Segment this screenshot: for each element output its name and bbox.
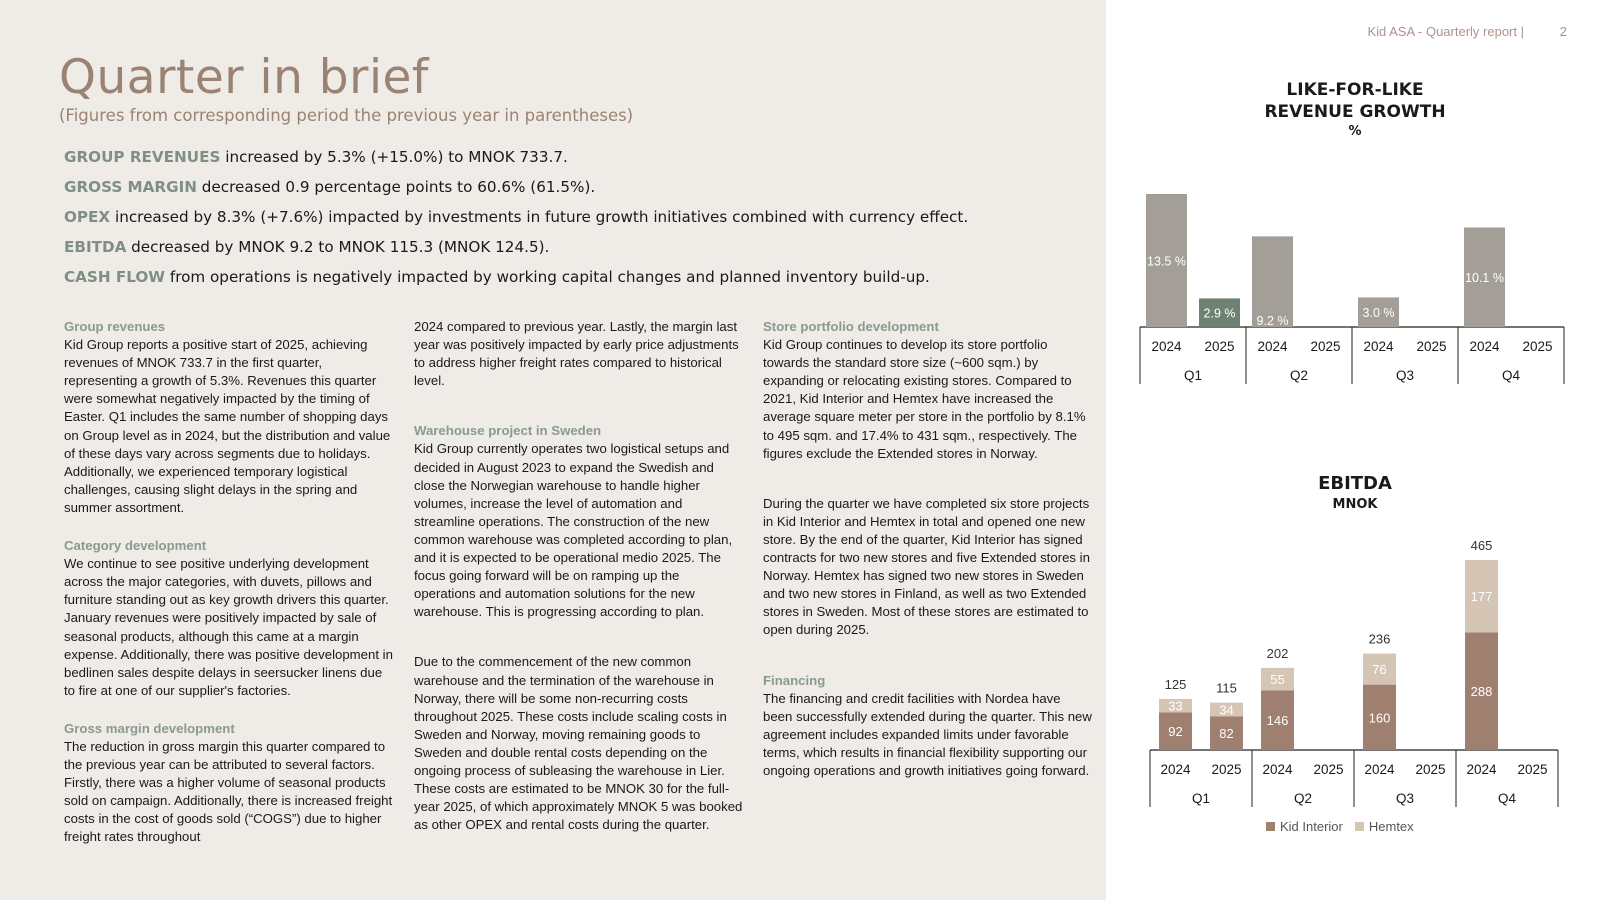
ebitda-quarter-label: Q1 bbox=[1191, 791, 1211, 806]
section-body-group-revenues: Kid Group reports a positive start of 2025, achieving revenues of MNOK 733.7 in the first quarter, representing a growth of 5.3%. Revenues this quarter were somewhat negatively impacted by the timing of Easter. Q1 includes the same number of shopping days on Group level as in 2024, but the distribution and value of these days vary across segments due to holidays. Additionally, we experienced temporary logistical challenges, causing slight delays in the spring and summer assortment. bbox=[64, 337, 391, 515]
ebitda-label-kid-interior: 146 bbox=[1266, 713, 1289, 729]
section-heading-group-revenues: Group revenues bbox=[64, 319, 166, 334]
ebitda-label-total: 115 bbox=[1216, 680, 1237, 696]
highlight-cash-flow: CASH FLOW from operations is negatively impacted by working capital changes and planned inventory build-up. bbox=[64, 268, 930, 286]
section-body-financing: The financing and credit facilities with Nordea have been successfully extended during the quarter. This new agreement includes expanded limits under favorable terms, which results in financial flexibility supporting our ongoing operations and growth initiatives going forward. bbox=[763, 690, 1092, 778]
section-body-gross-margin: The reduction in gross margin this quarter compared to the previous year can be attributed to several factors. Firstly, there was a higher volume of seasonal products sold on campaign. Additionally, there is increased freight costs in the cost of goods sold (“COGS”) due to higher freight rates throughout bbox=[64, 738, 393, 845]
ebitda-year-label: 2025 bbox=[1211, 762, 1242, 777]
ebitda-chart bbox=[1150, 520, 1570, 810]
legend-swatch-kid-interior bbox=[1266, 822, 1275, 831]
lfl-year-label: 2024 bbox=[1257, 339, 1288, 354]
ebitda-label-hemtex: 76 bbox=[1372, 662, 1387, 678]
legend-label-kid-interior: Kid Interior bbox=[1280, 819, 1343, 834]
lfl-data-label: 13.5 % bbox=[1147, 254, 1186, 269]
section-body-store-portfolio: Kid Group continues to develop its store portfolio towards the standard store size (~600 sqm.) by expanding or relocating existing stores. Compared to 2021, Kid Interior and Hemtex have increased the average square meter per store in the portfolio by 8.1% to 495 sqm. and 17.4% to 431 sqm., respectively. The figures exclude the Extended stores in Norway. bbox=[763, 337, 1086, 461]
section-heading-category: Category development bbox=[64, 538, 207, 554]
section-body-warehouse-costs: Due to the commencement of the new common warehouse and the termination of the warehouse in Norway, there will be some non-recurring costs throughout 2025. These costs include scaling costs in Sweden and Norway, moving remaining goods to Sweden and double rental costs depending on the ongoing process of subleasing the warehouse in Lier. These costs are estimated to be MNOK 30 for the full-year 2025, of which approximately MNOK 5 was booked as other OPEX and rental costs during the quarter. bbox=[414, 654, 743, 833]
lfl-year-label: 2024 bbox=[1363, 339, 1394, 354]
ebitda-quarter-label: Q3 bbox=[1395, 791, 1415, 806]
ebitda-label-hemtex: 55 bbox=[1270, 672, 1285, 688]
lfl-title-line-1: LIKE-FOR-LIKE bbox=[1286, 80, 1424, 100]
legend-label-hemtex: Hemtex bbox=[1368, 819, 1414, 834]
lfl-chart bbox=[1140, 192, 1580, 392]
ebitda-quarter-label: Q2 bbox=[1293, 791, 1313, 806]
section-body-category: We continue to see positive underlying development across the major categories, with duvets, pillows and furniture standing out as key growth drivers this quarter. January revenues were positively impacted by sale of seasonal products, although this came at a margin expense. Additionally, there was positive development in bedlinen sales despite delays in seersucker linens due to fire at one of our supplier's factories. bbox=[64, 556, 393, 698]
section-body-store-projects: During the quarter we have completed six store projects in Kid Interior and Hemtex in total and opened one new store. By the end of the quarter, Kid Interior has signed contracts for two new stores and five Extended stores in Norway. Hemtex has signed two new stores in Sweden and two new stores in Finland, as well as two Extended stores in Sweden. Most of these stores are estimated to open during 2025. bbox=[763, 495, 1090, 638]
ebitda-year-label: 2025 bbox=[1517, 762, 1548, 777]
ebitda-label-kid-interior: 92 bbox=[1168, 724, 1183, 740]
section-heading-store-portfolio: Store portfolio development bbox=[763, 319, 939, 334]
lfl-chart-unit: % bbox=[1348, 124, 1362, 139]
ebitda-label-total: 202 bbox=[1266, 645, 1289, 661]
lfl-chart-title bbox=[1200, 79, 1510, 123]
lfl-year-label: 2025 bbox=[1310, 339, 1341, 354]
ebitda-year-label: 2025 bbox=[1313, 762, 1344, 777]
ebitda-year-label: 2024 bbox=[1364, 762, 1395, 777]
lfl-year-label: 2024 bbox=[1151, 339, 1182, 354]
lfl-year-label: 2024 bbox=[1469, 339, 1500, 354]
legend-kid-interior bbox=[1266, 819, 1343, 834]
lfl-data-label: 10.1 % bbox=[1465, 271, 1504, 286]
ebitda-label-hemtex: 177 bbox=[1470, 589, 1493, 605]
ebitda-quarter-label: Q4 bbox=[1497, 791, 1517, 806]
lfl-year-label: 2025 bbox=[1522, 339, 1553, 354]
ebitda-chart-unit: MNOK bbox=[1332, 497, 1378, 512]
ebitda-year-label: 2024 bbox=[1466, 762, 1497, 777]
legend-swatch-hemtex bbox=[1355, 822, 1364, 831]
text-column-3 bbox=[763, 318, 1093, 780]
ebitda-year-label: 2024 bbox=[1262, 762, 1293, 777]
page-number: 2 bbox=[1559, 24, 1567, 39]
ebitda-label-kid-interior: 288 bbox=[1470, 684, 1493, 700]
ebitda-label-total: 125 bbox=[1164, 676, 1187, 692]
ebitda-year-label: 2024 bbox=[1160, 762, 1191, 777]
ebitda-label-hemtex: 34 bbox=[1219, 702, 1234, 718]
ebitda-legend bbox=[1266, 819, 1414, 834]
section-body-gross-margin-continued: 2024 compared to previous year. Lastly, the margin last year was positively impacted by early price adjustments to address higher freight rates compared to historical level. bbox=[414, 319, 739, 389]
section-body-warehouse: Kid Group currently operates two logistical setups and decided in August 2023 to expand the Swedish and close the Norwegian warehouse to handle higher volumes, increase the level of automation and streamline operations. The construction of the new common warehouse was completed according to plan, and it is expected to be operational medio 2025. The focus going forward will be on ramping up the operations and automation solutions for the new warehouse. This is progressing according to plan. bbox=[414, 441, 733, 620]
ebitda-chart-title: EBITDA bbox=[1318, 473, 1392, 494]
lfl-quarter-label: Q1 bbox=[1183, 368, 1203, 383]
text-column-1 bbox=[64, 318, 394, 847]
highlight-revenues: GROUP REVENUES increased by 5.3% (+15.0%) to MNOK 733.7. bbox=[64, 148, 568, 166]
section-heading-financing: Financing bbox=[763, 672, 826, 688]
lfl-title-line-2: REVENUE GROWTH bbox=[1264, 102, 1446, 122]
lfl-quarter-label: Q4 bbox=[1501, 368, 1521, 383]
lfl-year-label: 2025 bbox=[1416, 339, 1447, 354]
report-header: Kid ASA - Quarterly report | bbox=[1367, 24, 1524, 39]
lfl-quarter-label: Q2 bbox=[1289, 368, 1309, 383]
page-title: Quarter in brief bbox=[59, 50, 429, 105]
section-heading-gross-margin: Gross margin development bbox=[64, 720, 235, 736]
highlight-gross-margin: GROSS MARGIN decreased 0.9 percentage points to 60.6% (61.5%). bbox=[64, 178, 596, 196]
ebitda-label-total: 465 bbox=[1470, 538, 1493, 553]
lfl-data-label: 2.9 % bbox=[1203, 306, 1236, 321]
lfl-quarter-label: Q3 bbox=[1395, 368, 1415, 383]
text-column-2 bbox=[414, 318, 744, 834]
ebitda-label-total: 236 bbox=[1368, 631, 1391, 647]
section-heading-warehouse: Warehouse project in Sweden bbox=[414, 423, 602, 439]
ebitda-label-kid-interior: 82 bbox=[1219, 726, 1234, 742]
ebitda-label-hemtex: 33 bbox=[1168, 698, 1183, 714]
lfl-data-label: 9.2 % bbox=[1256, 314, 1289, 328]
highlight-ebitda: EBITDA decreased by MNOK 9.2 to MNOK 115.3 (MNOK 124.5). bbox=[64, 238, 550, 256]
lfl-data-label: 3.0 % bbox=[1362, 306, 1395, 321]
ebitda-year-label: 2025 bbox=[1415, 762, 1446, 777]
highlights-list bbox=[64, 145, 1084, 295]
ebitda-label-kid-interior: 160 bbox=[1368, 710, 1391, 726]
page-subtitle: (Figures from corresponding period the previous year in parentheses) bbox=[59, 106, 634, 125]
lfl-year-label: 2025 bbox=[1204, 339, 1235, 354]
highlight-opex: OPEX increased by 8.3% (+7.6%) impacted by investments in future growth initiatives combined with currency effect. bbox=[64, 208, 969, 226]
legend-hemtex bbox=[1355, 819, 1414, 834]
